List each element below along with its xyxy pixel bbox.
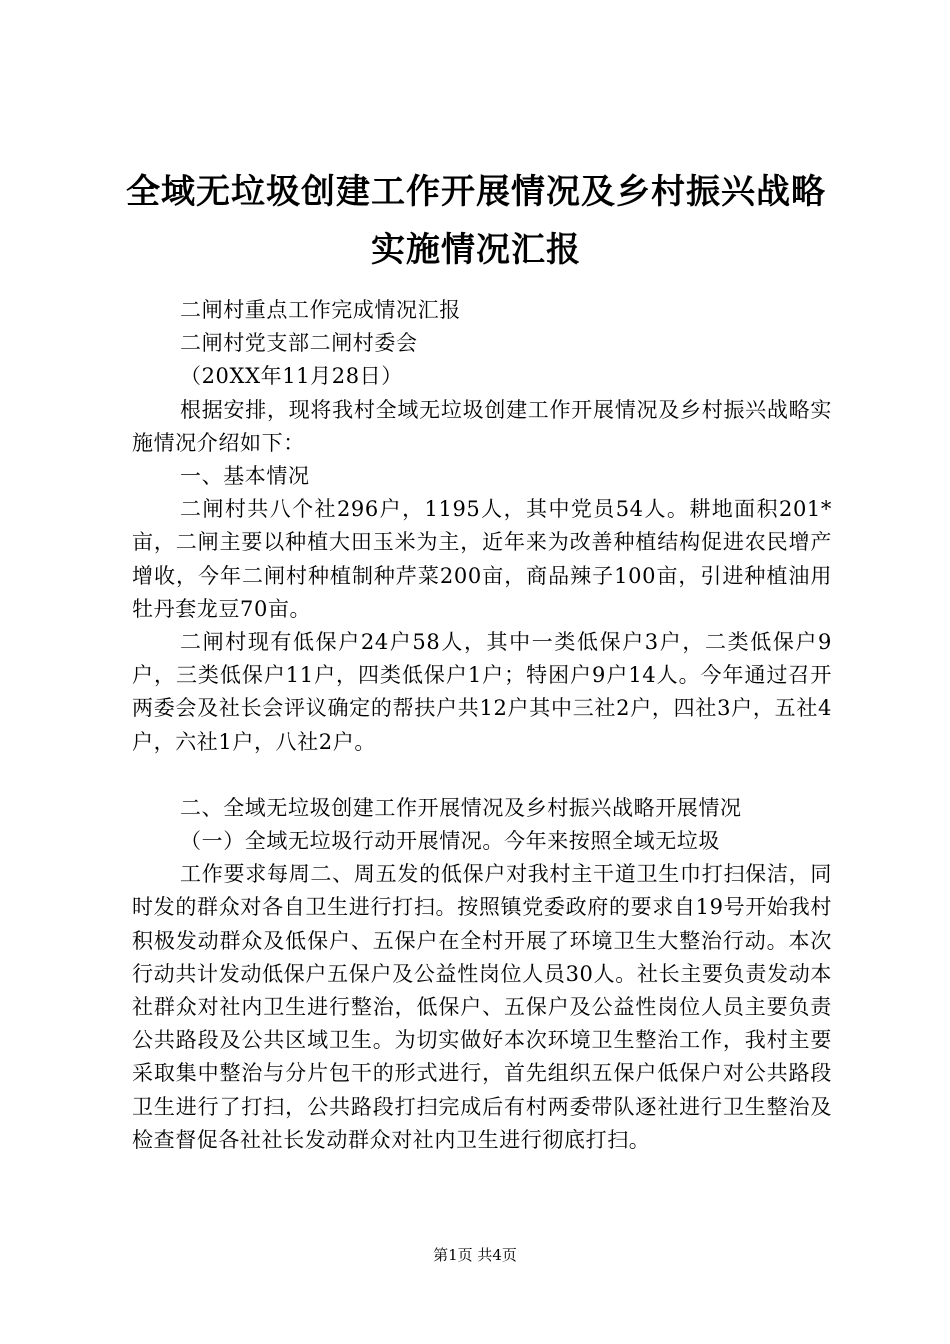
intro-paragraph: 根据安排，现将我村全域无垃圾创建工作开展情况及乡村振兴战略实施情况介绍如下： (132, 397, 832, 455)
document-body (132, 294, 832, 1157)
paragraph-village-overview: 二闸村共八个社296户，1195人，其中党员54人。耕地面积201*亩，二闸主要以种植大田玉米为主，近年来为改善种植结构促进农民增产增收，今年二闸村种植制种芹菜200亩，商品辣子100亩，引进种植油用牡丹套龙豆70亩。 (132, 497, 832, 621)
document-title-line-1: 全域无垃圾创建工作开展情况及乡村振兴战略 (126, 172, 826, 212)
report-author: 二闸村党支部二闸村委会 (180, 331, 418, 356)
report-subtitle: 二闸村重点工作完成情况汇报 (180, 298, 461, 322)
paragraph-garbage-work: 工作要求每周二、周五发的低保户对我村主干道卫生巾打扫保洁，同时发的群众对各自卫生进行打扫。按照镇党委政府的要求自19号开始我村积极发动群众及低保户、五保户在全村开展了环境卫生大整治行动。本次行动共计发动低保户五保户及公益性岗位人员30人。社长主要负责发动本社群众对社内卫生进行整治，低保户、五保户及公益性岗位人员主要负责公共路段及公共区域卫生。为切实做好本次环境卫生整治工作，我村主要采取集中整治与分片包干的形式进行，首先组织五保户低保户对公共路段卫生进行了打扫，公共路段打扫完成后有村两委带队逐社进行卫生整治及检查督促各社社长发动群众对社内卫生进行彻底打扫。 (132, 862, 832, 1152)
document-title-line-2: 实施情况汇报 (371, 230, 581, 270)
paragraph-low-income: 二闸村现有低保户24户58人，其中一类低保户3户，二类低保户9户，三类低保户11户，四类低保户1户；特困户9户14人。今年通过召开两委会及社长会评议确定的帮扶户共12户其中三社2户，四社3户，五社4户，六社1户，八社2户。 (132, 630, 832, 754)
subsection-heading-garbage: （一）全域无垃圾行动开展情况。今年来按照全域无垃圾 (180, 829, 720, 854)
report-date: （20XX年11月28日） (180, 364, 403, 389)
page-footer: 第1页 共4页 (433, 1246, 517, 1264)
section-heading-work: 二、全域无垃圾创建工作开展情况及乡村振兴战略开展情况 (180, 795, 742, 820)
section-heading-basic: 一、基本情况 (180, 464, 310, 489)
